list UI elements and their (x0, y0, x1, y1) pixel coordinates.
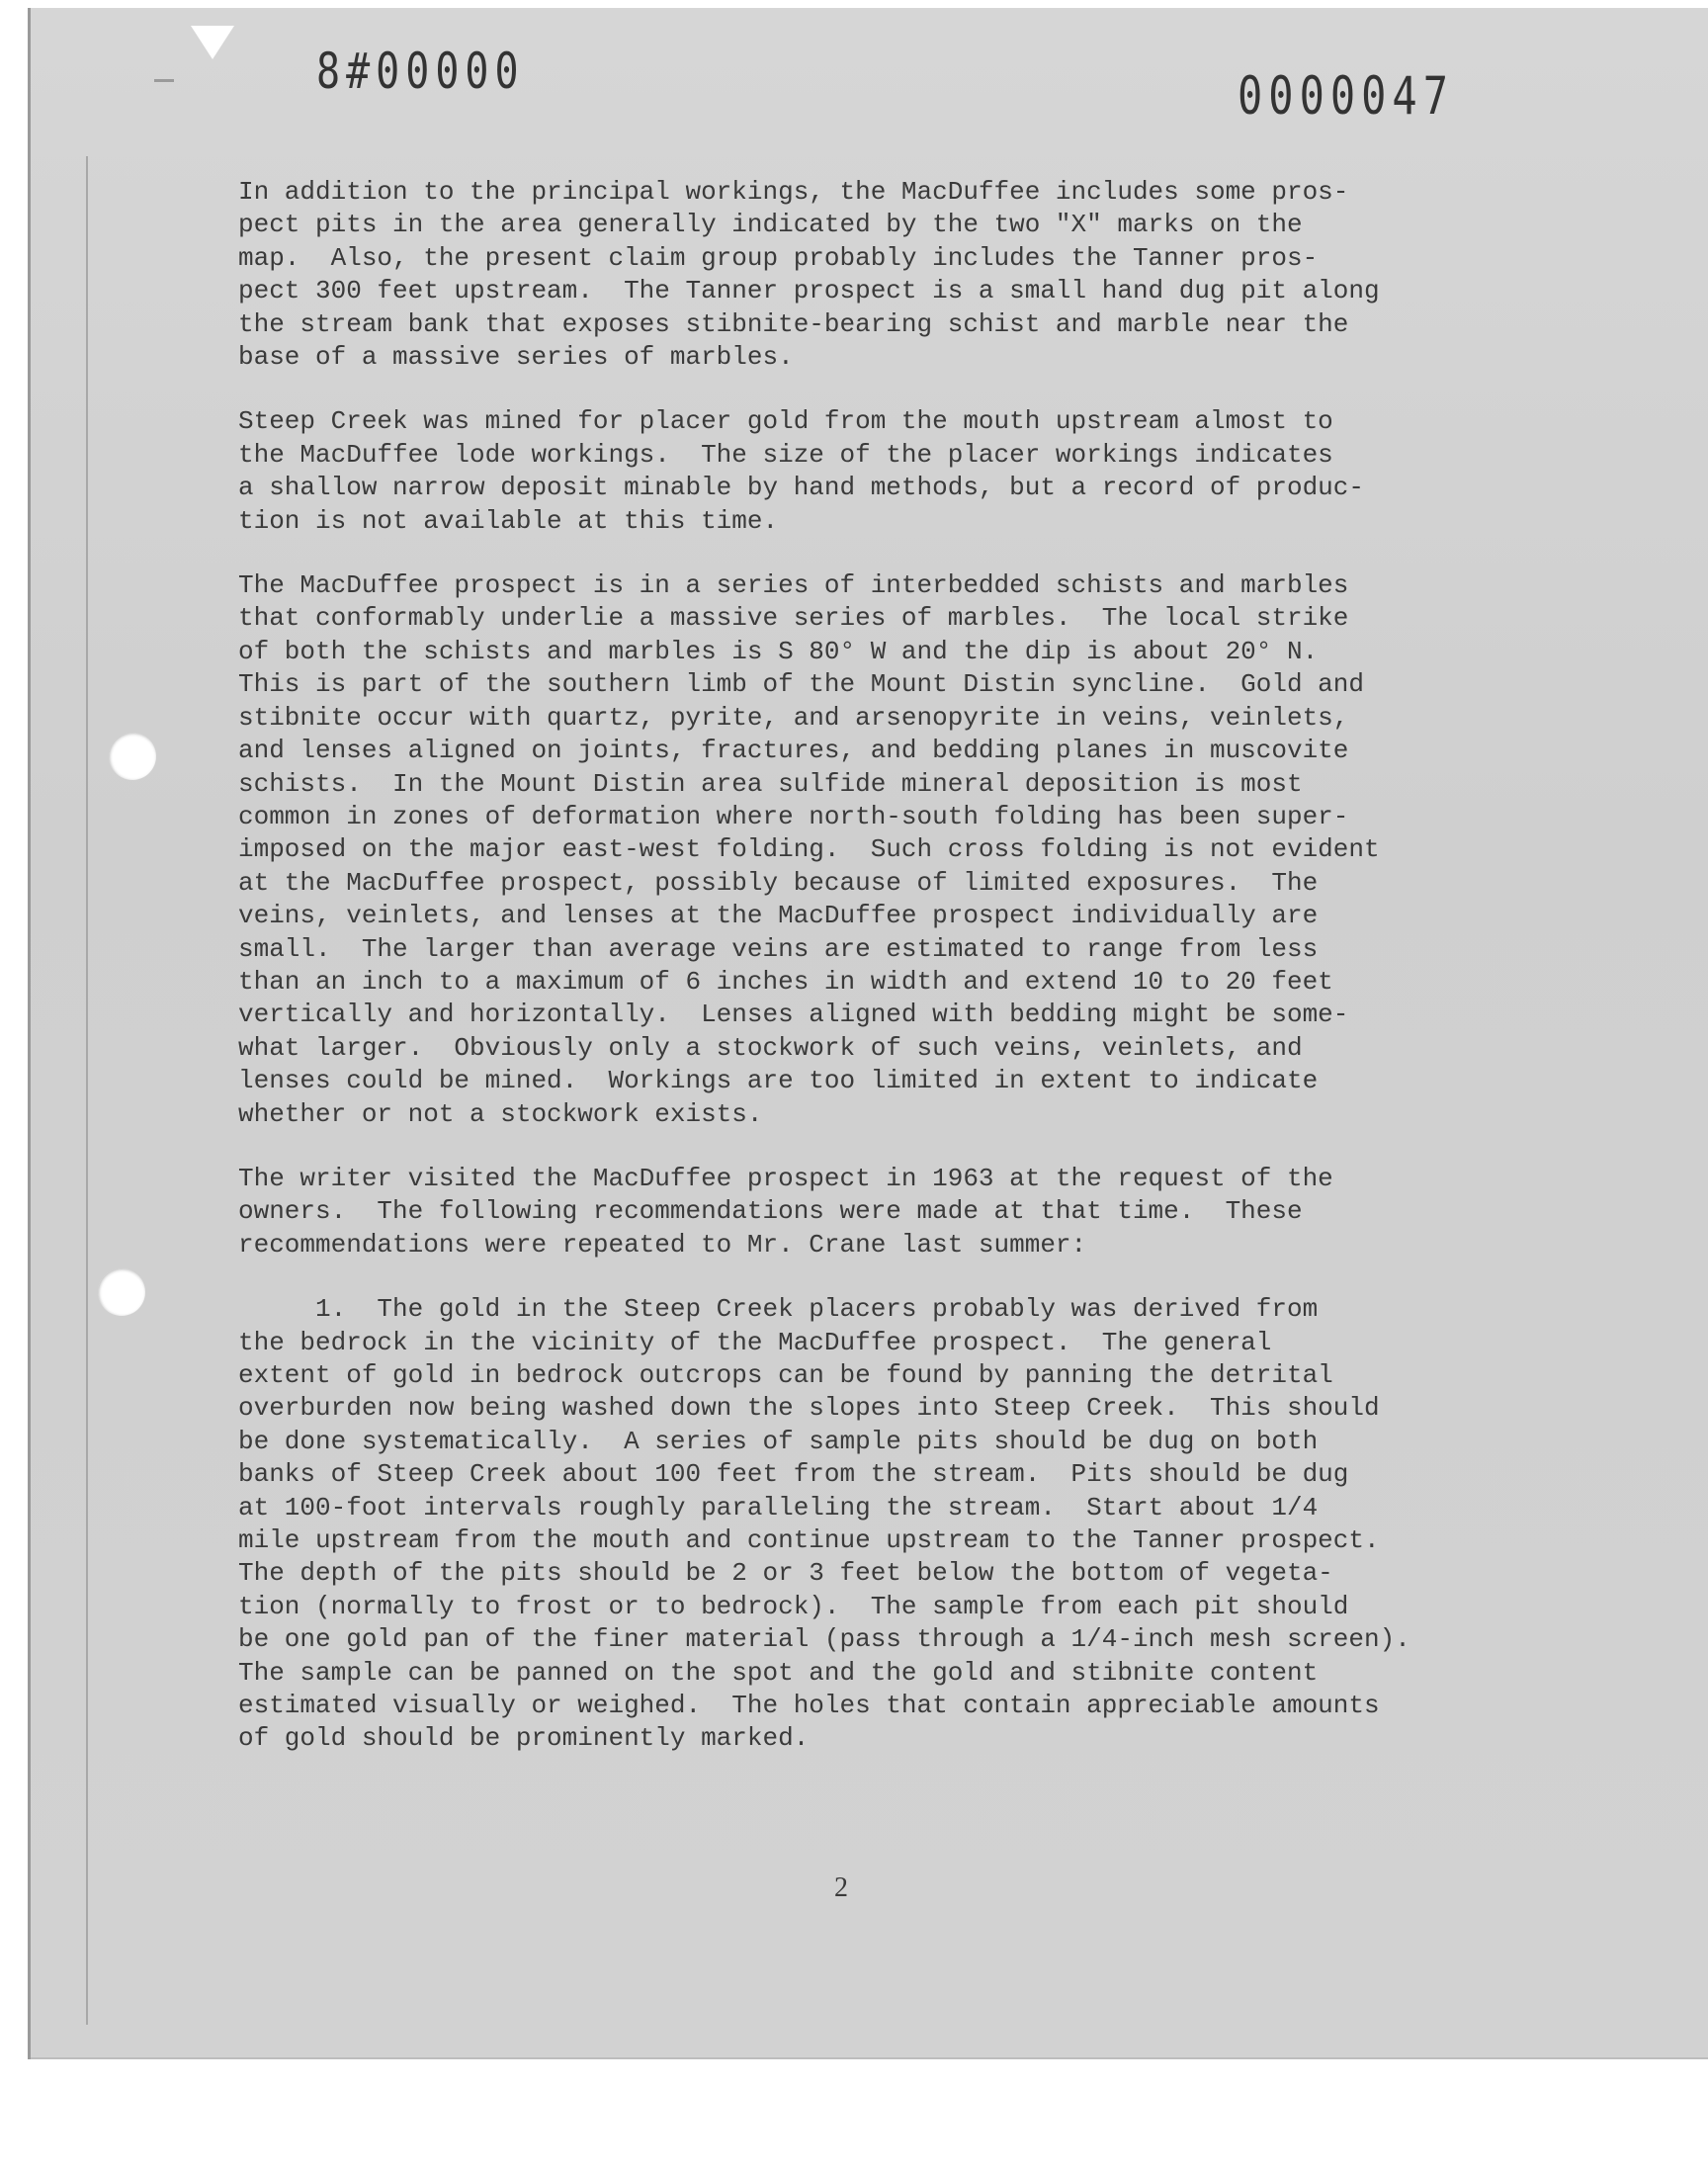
paragraph-principal-workings: In addition to the principal workings, the MacDuffee includes some pros- pect pits in the area generally indicated by the two "X" marks on the map. Also, the present claim group probably includes the Tanner pros- pect 300 feet upstream. The Tanner prospect is a small hand dug pit along the stream bank that exposes stibnite-bearing schist and marble near the base of a massive series of marbles. (238, 177, 1380, 373)
paragraph-recommendation-1: 1. The gold in the Steep Creek placers probably was derived from the bedrock in the vicinity of the MacDuffee prospect. The general extent of gold in bedrock outcrops can be found by panning the detrital overburden now being washed down the slopes into Steep Creek. This should be done systematically. A series of sample pits should be dug on both banks of Steep Creek about 100 feet from the stream. Pits should be dug at 100-foot intervals roughly paralleling the stream. Start about 1/4 mile upstream from the mouth and continue upstream to the Tanner prospect. The depth of the pits should be 2 or 3 feet below the bottom of vegeta- tion (normally to frost or to bedrock). The sample from each pit should be one gold pan of the finer material (pass through a 1/4-inch mesh screen). The sample can be panned on the spot and the gold and stibnite content estimated visually or weighed. The holes that contain appreciable amounts of gold should be prominently marked. (238, 1294, 1410, 1754)
stamp-number-left: 8#00000 (316, 44, 525, 101)
paragraph-writer-visit: The writer visited the MacDuffee prospect in 1963 at the request of the owners. The following recommendations were made at that time. These recommendations were repeated to Mr. Crane last summer: (238, 1163, 1333, 1260)
page-number: 2 (834, 1872, 848, 1903)
punch-hole-top (109, 733, 156, 780)
folded-corner (191, 26, 234, 59)
margin-mark (154, 79, 174, 82)
paragraph-steep-creek-placer: Steep Creek was mined for placer gold from the mouth upstream almost to the MacDuffee lode workings. The size of the placer workings indicates a shallow narrow deposit minable by hand methods, but a record of produc- tion is not available at this time. (238, 406, 1364, 536)
punch-hole-bottom (98, 1268, 145, 1316)
stamp-number-right: 0000047 (1238, 65, 1455, 127)
paragraph-geology: The MacDuffee prospect is in a series of interbedded schists and marbles that conformably underlie a massive series of marbles. The local strike of both the schists and marbles is S 80° W and the dip is about 20° N. This is part of the southern limb of the Mount Distin syncline. Gold and stibnite occur with quartz, pyrite, and arsenopyrite in veins, veinlets, and lenses aligned on joints, fractures, and bedding planes in muscovite schists. In the Mount Distin area sulfide mineral deposition is most common in zones of deformation where north-south folding has been super- imposed on the major east-west folding. Such cross folding is not evident at the MacDuffee prospect, possibly because of limited exposures. The veins, veinlets, and lenses at the MacDuffee prospect individually are small. The larger than average veins are estimated to range from less than an inch to a maximum of 6 inches in width and extend 10 to 20 feet vertically and horizontally. Lenses aligned with bedding might be some- what larger. Obviously only a stockwork of such veins, veinlets, and lenses could be mined. Workings are too limited in extent to indicate whether or not a stockwork exists. (238, 570, 1380, 1129)
page-edge-line (86, 156, 88, 2025)
document-body (238, 176, 1513, 1787)
